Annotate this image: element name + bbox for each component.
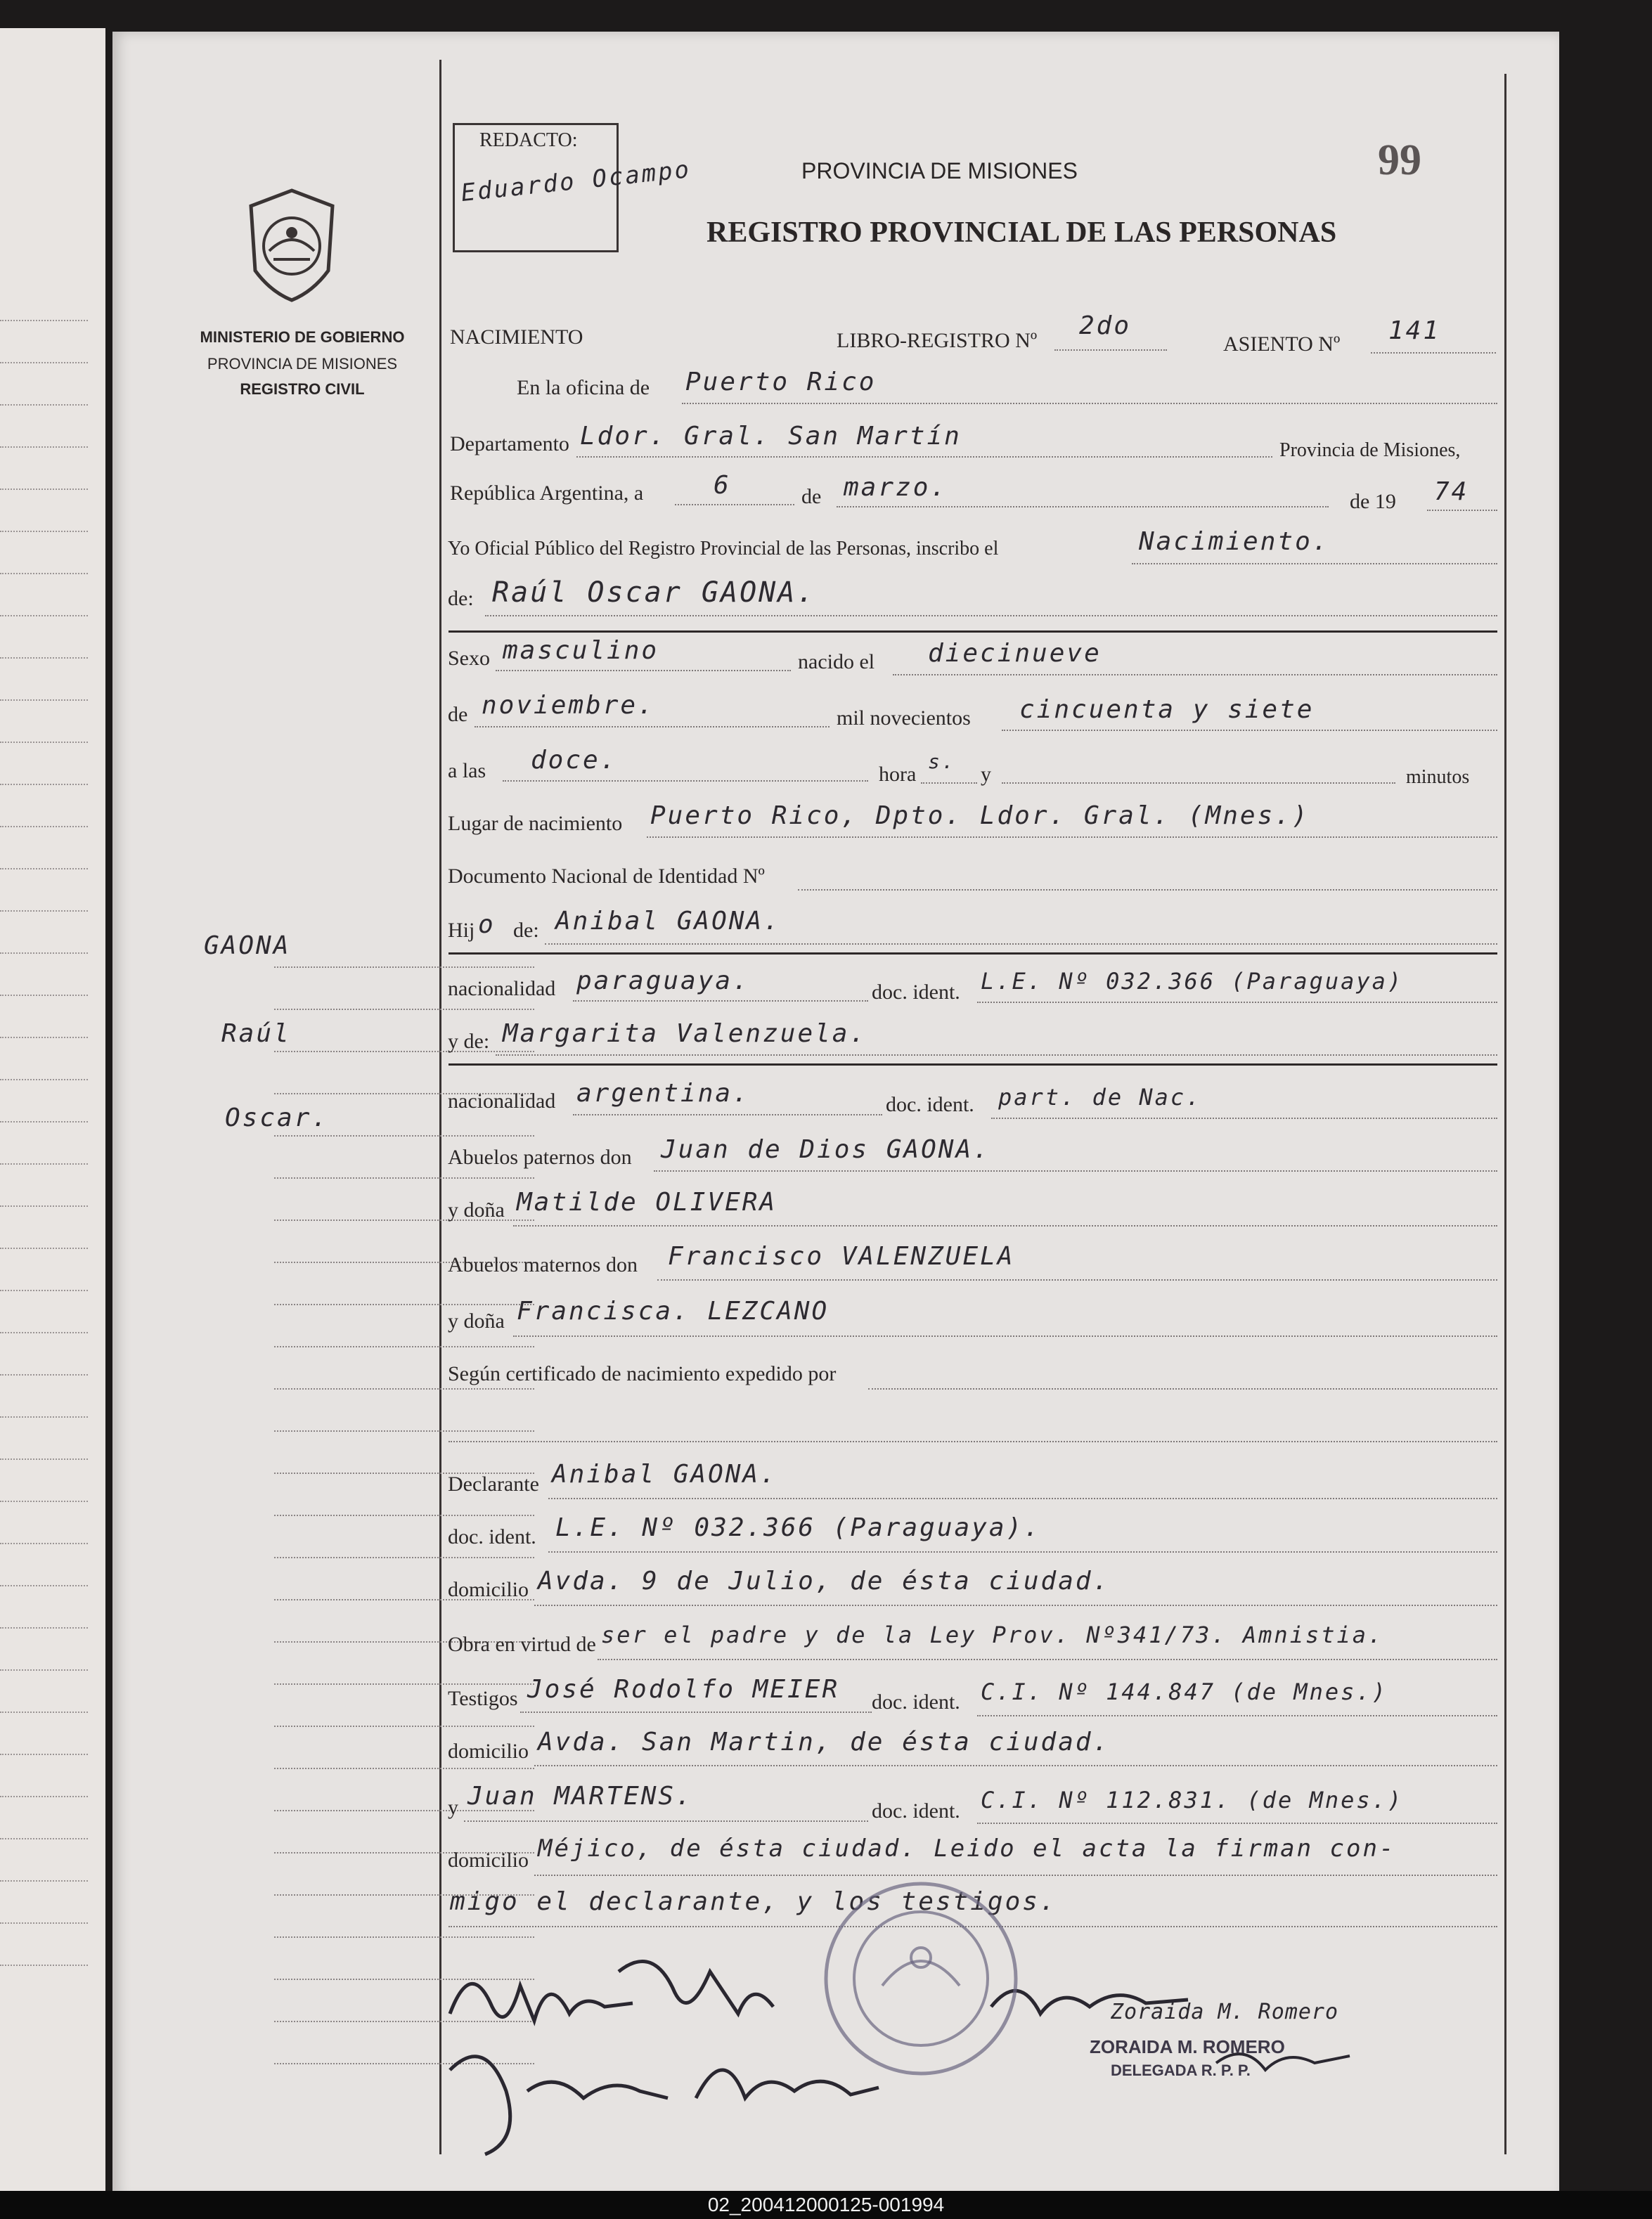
abuelos-maternos-label: Abuelos maternos don bbox=[448, 1253, 638, 1276]
yde-label: y de: bbox=[448, 1030, 490, 1053]
asiento-label: ASIENTO Nº bbox=[1223, 332, 1341, 356]
docid5-label: doc. ident. bbox=[872, 1799, 960, 1823]
docid3-label: doc. ident. bbox=[448, 1525, 536, 1548]
header-province: PROVINCIA DE MISIONES bbox=[801, 158, 1078, 183]
de3-label: de: bbox=[513, 919, 539, 942]
page-number: 99 bbox=[1378, 136, 1421, 184]
mes-value: marzo. bbox=[844, 473, 948, 502]
redacto-label: REDACTO: bbox=[479, 129, 578, 151]
nacionalidad1-value: paraguaya. bbox=[576, 966, 750, 995]
ministry-name: MINISTERIO DE GOBIERNO bbox=[200, 328, 405, 346]
margin-second-name: Oscar. bbox=[225, 1104, 330, 1132]
minutos-label: minutos bbox=[1406, 766, 1470, 788]
anio-label: de 19 bbox=[1350, 490, 1396, 513]
de-colon-label: de: bbox=[448, 587, 474, 610]
testigo2-value: Juan MARTENS. bbox=[467, 1782, 693, 1811]
docid5-value: C.I. Nº 112.831. (de Mnes.) bbox=[981, 1787, 1404, 1813]
header-title: REGISTRO PROVINCIAL DE LAS PERSONAS bbox=[706, 216, 1337, 249]
oficina-label: En la oficina de bbox=[517, 376, 650, 399]
anio-value: 74 bbox=[1434, 477, 1469, 506]
domicilio3-value: Méjico, de ésta ciudad. Leido el acta la firman con- bbox=[538, 1835, 1396, 1863]
provincia-suffix: Provincia de Misiones, bbox=[1279, 439, 1461, 461]
libro-value: 2do bbox=[1079, 311, 1132, 340]
docid4-label: doc. ident. bbox=[872, 1690, 960, 1714]
ydona1-label: y doña bbox=[448, 1198, 505, 1222]
margin-first-name: Raúl bbox=[221, 1019, 291, 1048]
de-label: de bbox=[801, 485, 822, 508]
redacto-signature: Eduardo Ocampo bbox=[459, 155, 692, 208]
docid1-label: doc. ident. bbox=[872, 981, 960, 1004]
abuelos-paternos-value: Juan de Dios GAONA. bbox=[661, 1135, 990, 1164]
margin-surname: GAONA bbox=[204, 931, 291, 960]
inscribo-value: Nacimiento. bbox=[1139, 527, 1330, 556]
departamento-label: Departamento bbox=[450, 432, 569, 455]
ydona2-label: y doña bbox=[448, 1309, 505, 1333]
domicilio3-label: domicilio bbox=[448, 1849, 529, 1872]
nacionalidad2-value: argentina. bbox=[576, 1079, 750, 1108]
dni-label: Documento Nacional de Identidad Nº bbox=[448, 865, 765, 888]
mes-nacimiento-value: noviembre. bbox=[482, 691, 655, 720]
anio-nacimiento-value: cincuenta y siete bbox=[1019, 695, 1315, 724]
registry-page bbox=[112, 32, 1559, 2200]
obra-label: Obra en virtud de bbox=[448, 1633, 596, 1656]
asiento-value: 141 bbox=[1388, 316, 1441, 345]
alas-label: a las bbox=[448, 759, 486, 782]
hora-label: hora bbox=[879, 763, 917, 786]
domicilio1-value: Avda. 9 de Julio, de ésta ciudad. bbox=[538, 1567, 1111, 1596]
margin-frame-line bbox=[439, 60, 441, 2154]
docid2-label: doc. ident. bbox=[886, 1093, 974, 1116]
nacionalidad2-label: nacionalidad bbox=[448, 1089, 556, 1113]
sexo-label: Sexo bbox=[448, 647, 490, 670]
docid2-value: part. de Nac. bbox=[998, 1084, 1202, 1111]
nacionalidad1-label: nacionalidad bbox=[448, 977, 556, 1000]
abuelos-maternos-value: Francisco VALENZUELA bbox=[668, 1242, 1015, 1271]
lugar-label: Lugar de nacimiento bbox=[448, 812, 623, 835]
civil-registry-name: REGISTRO CIVIL bbox=[240, 380, 365, 398]
official-seal-icon bbox=[815, 1873, 1026, 2084]
domicilio1-label: domicilio bbox=[448, 1578, 529, 1601]
stamp-name: ZORAIDA M. ROMERO bbox=[1090, 2036, 1285, 2057]
continuation-value: migo el declarante, y los testigos. bbox=[450, 1887, 1057, 1916]
republica-label: República Argentina, a bbox=[450, 481, 644, 505]
alas-value: doce. bbox=[531, 746, 618, 775]
oficial-text: Yo Oficial Público del Registro Provincial de las Personas, inscribo el bbox=[448, 538, 999, 559]
y-label: y bbox=[981, 763, 991, 786]
departamento-value: Ldor. Gral. San Martín bbox=[580, 422, 962, 451]
declarante-label: Declarante bbox=[448, 1473, 539, 1496]
testigo1-value: José Rodolfo MEIER bbox=[527, 1675, 840, 1704]
nombre-value: Raúl Oscar GAONA. bbox=[492, 576, 816, 609]
ydona2-value: Francisca. LEZCANO bbox=[517, 1297, 830, 1326]
delegada-signature: Zoraida M. Romero bbox=[1111, 2000, 1339, 2024]
de2-label: de bbox=[448, 703, 468, 726]
obra-value: ser el padre y de la Ley Prov. Nº341/73. Amnistia. bbox=[601, 1622, 1384, 1648]
province-name: PROVINCIA DE MISIONES bbox=[207, 355, 398, 373]
stamp-role: DELEGADA R. P. P. bbox=[1111, 2062, 1251, 2079]
hij-label: Hij bbox=[448, 919, 475, 942]
record-type: NACIMIENTO bbox=[450, 325, 583, 349]
y2-label: y bbox=[448, 1796, 458, 1819]
declarante-value: Anibal GAONA. bbox=[552, 1460, 777, 1489]
domicilio2-label: domicilio bbox=[448, 1740, 529, 1763]
oficina-value: Puerto Rico bbox=[685, 368, 877, 396]
docid1-value: L.E. Nº 032.366 (Paraguaya) bbox=[981, 968, 1404, 995]
abuelos-paternos-label: Abuelos paternos don bbox=[448, 1146, 632, 1169]
coat-of-arms-icon bbox=[243, 186, 341, 306]
mil-label: mil novecientos bbox=[837, 706, 971, 730]
madre-value: Margarita Valenzuela. bbox=[503, 1019, 867, 1048]
nacido-value: diecinueve bbox=[928, 639, 1102, 668]
domicilio2-value: Avda. San Martin, de ésta ciudad. bbox=[538, 1728, 1111, 1757]
lugar-value: Puerto Rico, Dpto. Ldor. Gral. (Mnes.) bbox=[650, 801, 1310, 830]
right-frame-line bbox=[1504, 74, 1506, 2154]
docid4-value: C.I. Nº 144.847 (de Mnes.) bbox=[981, 1678, 1388, 1705]
dia-value: 6 bbox=[714, 471, 731, 500]
image-id-footer: 02_200412000125-001994 bbox=[0, 2191, 1652, 2219]
libro-label: LIBRO-REGISTRO Nº bbox=[837, 329, 1038, 352]
left-facing-page bbox=[0, 28, 105, 2200]
nacido-label: nacido el bbox=[798, 650, 875, 673]
testigos-label: Testigos bbox=[448, 1687, 518, 1710]
redacto-box bbox=[453, 123, 692, 252]
ydona1-value: Matilde OLIVERA bbox=[517, 1188, 777, 1217]
sexo-value: masculino bbox=[503, 636, 659, 665]
padre-value: Anibal GAONA. bbox=[555, 907, 781, 936]
hij-value: o bbox=[478, 910, 496, 939]
hora-value: s. bbox=[928, 750, 956, 773]
segun-label: Según certificado de nacimiento expedido por bbox=[448, 1362, 837, 1385]
docid3-value: L.E. Nº 032.366 (Paraguaya). bbox=[555, 1513, 1041, 1542]
